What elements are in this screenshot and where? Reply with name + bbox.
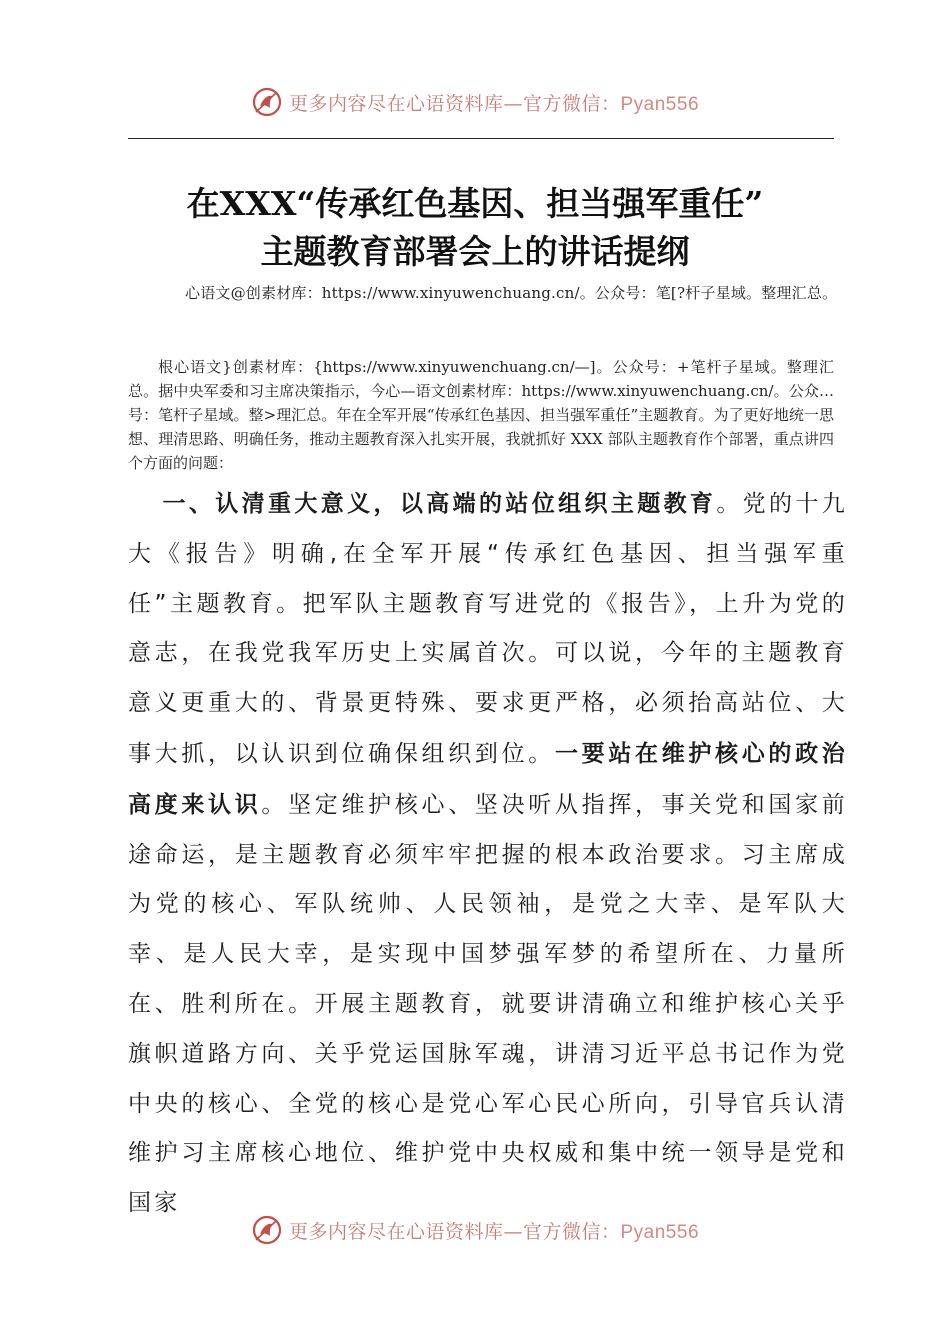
header-banner — [0, 82, 950, 122]
section1-paragraph — [128, 480, 848, 1229]
banner-text: 更多内容尽在心语资料库—官方微信：Pyan556 — [288, 1220, 700, 1243]
wechat-id: Pyan556 — [620, 1221, 700, 1243]
footer-banner — [0, 1210, 950, 1250]
wechat-id: Pyan556 — [620, 93, 700, 115]
section1-heading: 一、认清重大意义，以高端的站位组织主题教育 — [162, 491, 717, 517]
intro-text: 根心语文}创素材库：{https://www.xinyuwenchuang.cn/—]。公众号：+笔杆子星域。整理汇总。据中央军委和习主席决策指示，今心—语文创素材库：https://www.xinyuwenchuang.cn/。公众…号：笔杆子星域。整>理汇总。年在全军开展“传承红色基因、担当强军重任”主题教育。为了更好地统一思想、理清思路、明确任务，推动主题教育深入扎实开展，我就抓好 XXX 部队主题教育作个部署，重点讲四个方面的问题： — [128, 358, 834, 472]
section1-emphasis: 一要站在维护核心的政治高度来认识 — [128, 739, 848, 818]
xinyu-logo-icon — [251, 1214, 283, 1246]
section1-text-a: 。党的十九大《报告》明确,在全军开展“传承红色基因、担当强军重任”主题教育。把军队主题教育写进党的《报告》，上升为党的意志，在我党我军历史上实属首次。可以说，今年的主题教育意义更重大的、背景更特殊、要求更严格，必须抬高站位、大事大抓，以认识到位确保组织到位。 — [128, 491, 848, 767]
section1-text-b: 。坚定维护核心、坚决听从指挥，事关党和国家前途命运，是主题教育必须牢牢把握的根本政治要求。习主席成为党的核心、军队统帅、人民领袖，是党之大幸、是军队大幸、是人民大幸，是实现中国梦强军梦的希望所在、力量所在、胜利所在。开展主题教育，就要讲清确立和维护核心关乎旗帜道路方向、关乎党运国脉军魂，讲清习近平总书记作为党中央的核心、全党的核心是党心军心民心所向，引导官兵认清维护习主席核心地位、维护党中央权威和集中统一领导是党和国家 — [128, 791, 848, 1217]
header-rule — [128, 138, 834, 139]
source-line: 心语文@创素材库：https://www.xinyuwenchuang.cn/。公众号：笔[?杆子星域。整理汇总。 — [185, 284, 838, 302]
body-text — [128, 480, 848, 1229]
document-title-line2: 主题教育部署会上的讲话提纲 — [260, 232, 690, 271]
intro-paragraph — [128, 355, 834, 475]
xinyu-logo-icon — [251, 86, 283, 118]
banner-text: 更多内容尽在心语资料库—官方微信：Pyan556 — [288, 92, 700, 115]
document-title-line1: 在XXX“传承红色基因、担当强军重任” — [186, 184, 764, 223]
